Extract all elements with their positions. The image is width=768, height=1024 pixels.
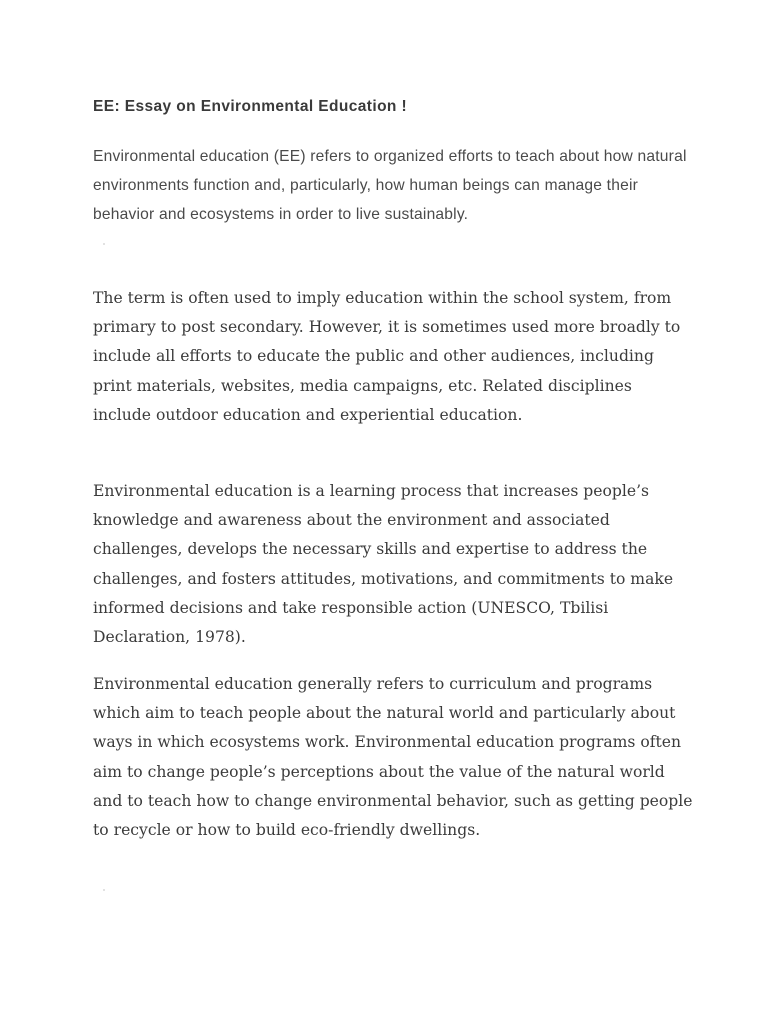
separator-dot (103, 243, 105, 245)
separator-dot (103, 889, 105, 891)
body-paragraph-2: Environmental education is a learning process that increases people’s knowledge and awareness about the environment and associated challenges, develops the necessary skills and expertise to address the challenges, and fosters attitudes, motivations, and commitments to make informed decisions and take responsible action (UNESCO, Tbilisi Declaration, 1978). (93, 482, 674, 647)
intro-paragraph: Environmental education (EE) refers to organized efforts to teach about how natural environments function and, particularly, how human beings can manage their behavior and ecosystems in order to live sustainably. (93, 148, 687, 223)
body-paragraph-3: Environmental education generally refers to curriculum and programs which aim to teach people about the natural world and particularly about ways in which ecosystems work. Environmental education programs often aim to change people’s perceptions about the value of the natural world and to teach how to change environmental behavior, such as getting people to recycle or how to build eco-friendly dwellings. (93, 675, 693, 840)
page-title: EE: Essay on Environmental Education ! (93, 98, 408, 115)
body-paragraph-1: The term is often used to imply education within the school system, from primary to post secondary. However, it is sometimes used more broadly to include all efforts to educate the public and other audiences, including print materials, websites, media campaigns, etc. Related disciplines include outdoor education and experiential education. (93, 289, 681, 424)
